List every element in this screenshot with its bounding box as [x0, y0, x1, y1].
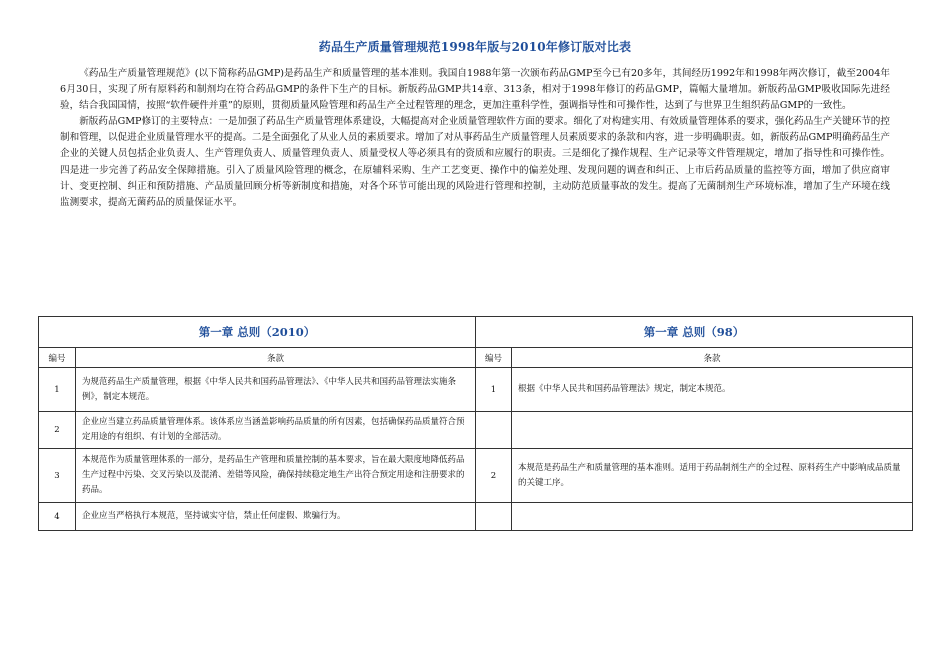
right-clause-text — [512, 503, 913, 531]
intro-paragraph: 新版药品GMP修订的主要特点：一是加强了药品生产质量管理体系建设，大幅提高对企业质量管理软件方面的要求。细化了对构建实用、有效质量管理体系的要求，强化药品生产关键环节的控制和管理，以促进企业质量管理水平的提高。二是全面强化了从业人员的素质要求。增加了对从事药品生产质量管理人员素质要求的条款和内容，进一步明确职责。如，新版药品GMP明确药品生产企业的关键人员包括企业负责人、生产管理负责人、质量管理负责人、质量受权人等必须具有的资质和应履行的职责。三是细化了操作规程、生产记录等文件管理规定，增加了指导性和可操作性。四是进一步完善了药品安全保障措施。引入了质量风险管理的概念，在原辅料采购、生产工艺变更、操作中的偏差处理、发现问题的调查和纠正、上市后药品质量的监控等方面，增加了供应商审计、变更控制、纠正和预防措施、产品质量回顾分析等新制度和措施，对各个环节可能出现的风险进行管理和控制，主动防范质量事故的发生。提高了无菌制剂生产环境标准，增加了生产环境在线监测要求，提高无菌药品的质量保证水平。 — [60, 116, 890, 208]
left-clause-number: 1 — [39, 368, 76, 412]
right-clause-number: 2 — [476, 449, 512, 503]
table-row — [39, 368, 913, 412]
right-clause-header: 条款 — [512, 348, 913, 368]
right-clause-text — [512, 412, 913, 449]
right-clause-text: 根据《中华人民共和国药品管理法》规定，制定本规范。 — [512, 368, 913, 412]
table-row — [39, 412, 913, 449]
left-clause-text: 企业应当严格执行本规范，坚持诚实守信，禁止任何虚假、欺骗行为。 — [76, 503, 476, 531]
intro-paragraph: 《药品生产质量管理规范》(以下简称药品GMP)是药品生产和质量管理的基本准则。我国自1988年第一次颁布药品GMP至今已有20多年，其间经历1992年和1998年两次修订，截至2004年6月30日，实现了所有原料药和制剂均在符合药品GMP的条件下生产的目标。新版药品GMP共14章、313条，相对于1998年修订的药品GMP，篇幅大量增加。新版药品GMP吸收国际先进经验，结合我国国情，按照“软件硬件并重”的原则，贯彻质量风险管理和药品生产全过程管理的理念，更加注重科学性，强调指导性和可操作性，达到了与世界卫生组织药品GMP的一致性。 — [60, 68, 890, 112]
left-clause-number: 4 — [39, 503, 76, 531]
table-row — [39, 503, 913, 531]
right-number-header: 编号 — [476, 348, 512, 368]
left-clause-text: 为规范药品生产质量管理，根据《中华人民共和国药品管理法》、《中华人民共和国药品管理法实施条例》，制定本规范。 — [76, 368, 476, 412]
left-clause-number: 2 — [39, 412, 76, 449]
left-clause-header: 条款 — [76, 348, 476, 368]
left-clause-text: 企业应当建立药品质量管理体系。该体系应当涵盖影响药品质量的所有因素，包括确保药品质量符合预定用途的有组织、有计划的全部活动。 — [76, 412, 476, 449]
comparison-table — [38, 316, 913, 531]
right-clause-number — [476, 412, 512, 449]
right-chapter-title: 第一章 总则（98） — [476, 317, 913, 348]
right-clause-number — [476, 503, 512, 531]
left-chapter-title: 第一章 总则（2010） — [39, 317, 476, 348]
left-clause-number: 3 — [39, 449, 76, 503]
left-clause-text: 本规范作为质量管理体系的一部分，是药品生产管理和质量控制的基本要求，旨在最大限度地降低药品生产过程中污染、交叉污染以及混淆、差错等风险，确保持续稳定地生产出符合预定用途和注册要求的药品。 — [76, 449, 476, 503]
intro-section — [60, 66, 890, 211]
table-row — [39, 449, 913, 503]
left-number-header: 编号 — [39, 348, 76, 368]
document-title: 药品生产质量管理规范1998年版与2010年修订版对比表 — [318, 40, 632, 54]
right-clause-number: 1 — [476, 368, 512, 412]
chapter-header-row — [39, 317, 913, 348]
right-clause-text: 本规范是药品生产和质量管理的基本准则。适用于药品制剂生产的全过程、原料药生产中影响成品质量的关键工序。 — [512, 449, 913, 503]
column-header-row — [39, 348, 913, 368]
